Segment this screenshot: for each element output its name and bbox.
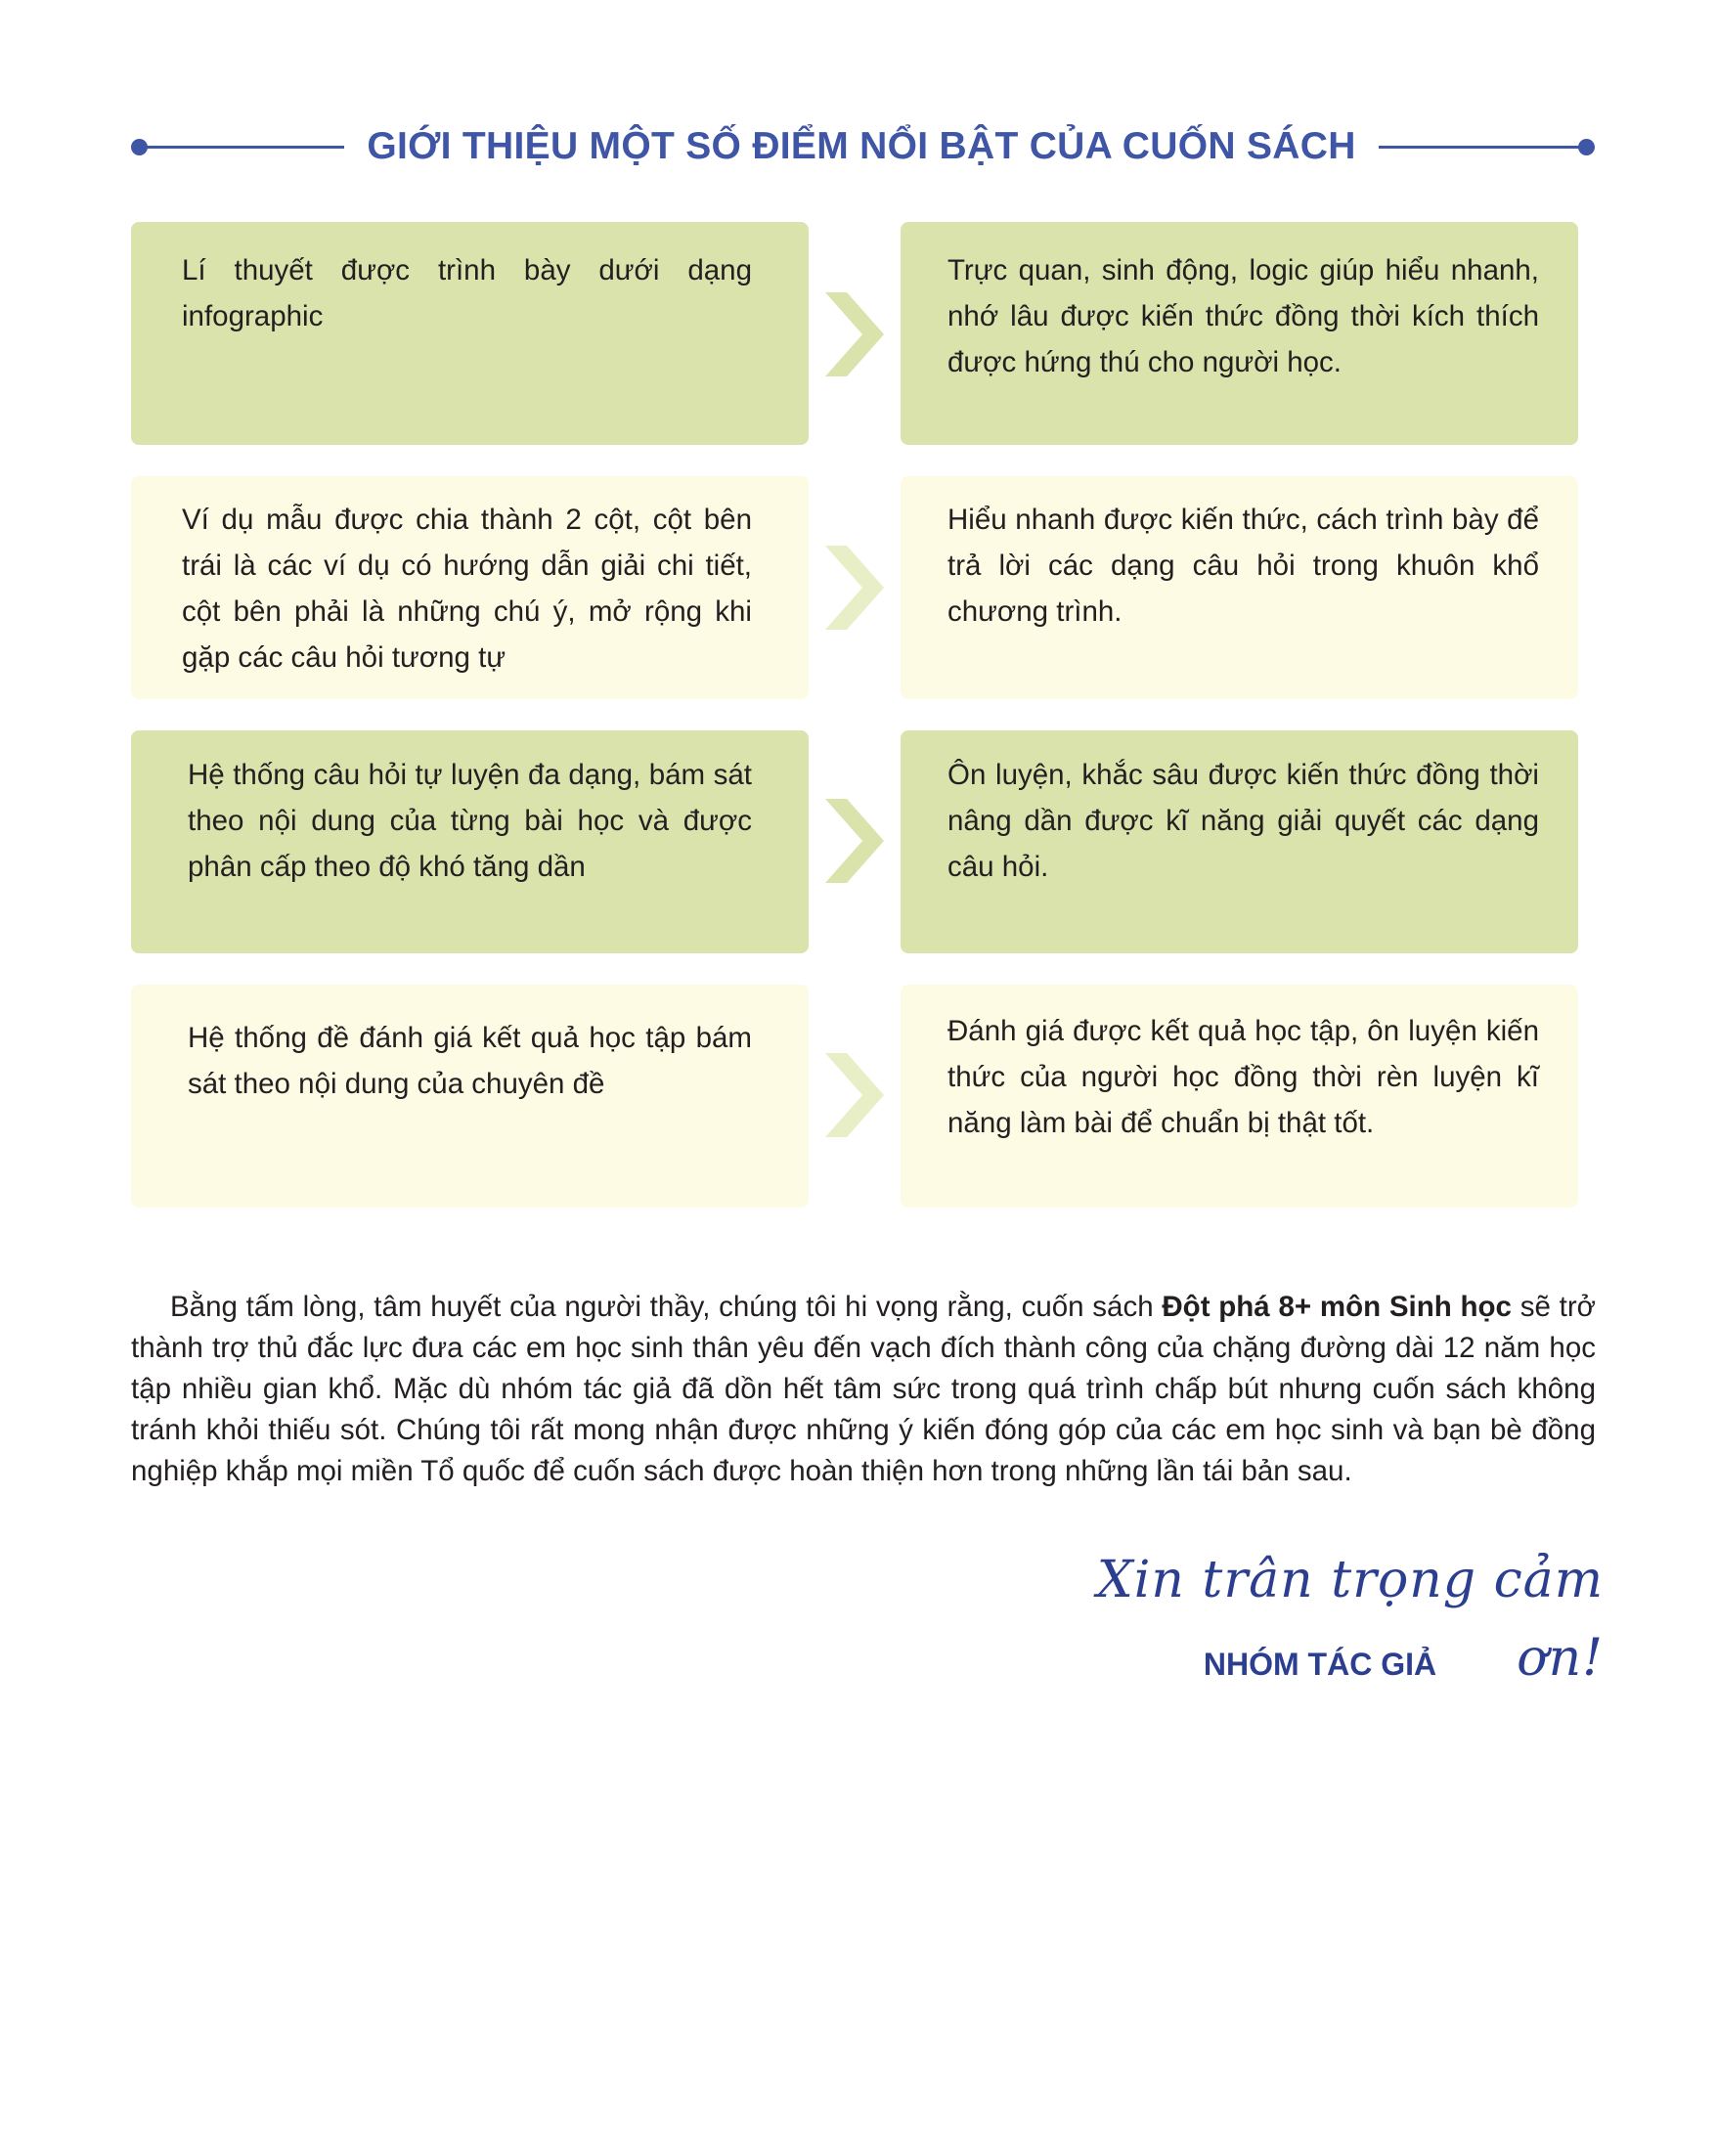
author-signature: NHÓM TÁC GIẢ: [1203, 1647, 1437, 1682]
benefit-box: [901, 476, 1578, 699]
header-dot-left: [131, 139, 148, 155]
header-rule-right: [1379, 146, 1586, 149]
feature-text: Lí thuyết được trình bày dưới dạng infographic: [182, 254, 752, 332]
section-title: GIỚI THIỆU MỘT SỐ ĐIỂM NỔI BẬT CỦA CUỐN SÁCH: [367, 125, 1356, 167]
benefit-text: Hiểu nhanh được kiến thức, cách trình bày để trả lời các dạng câu hỏi trong khuôn khổ chương trình.: [947, 504, 1539, 628]
book-title: Đột phá 8+ môn Sinh học: [1162, 1291, 1512, 1323]
benefit-box: [901, 222, 1578, 445]
feature-text: Hệ thống câu hỏi tự luyện đa dạng, bám sát theo nội dung của từng bài học và được phân cấp theo độ khó tăng dần: [188, 759, 752, 883]
feature-box: [131, 222, 809, 445]
thank-you-note: Xin trân trọng cảm ơn!: [1096, 1551, 1604, 1688]
feature-box: [131, 985, 809, 1208]
section-header: [0, 117, 1717, 176]
benefit-box: [901, 730, 1578, 953]
benefit-text: Ôn luyện, khắc sâu được kiến thức đồng thời nâng dần được kĩ năng giải quyết các dạng câu hỏi.: [947, 759, 1539, 883]
feature-text: Ví dụ mẫu được chia thành 2 cột, cột bên trái là các ví dụ có hướng dẫn giải chi tiết, cột bên phải là những chú ý, mở rộng khi gặp các câu hỏi tương tự: [182, 504, 752, 674]
chevron-right-icon: [825, 546, 884, 630]
closing-paragraph: [131, 1287, 1596, 1492]
closing-text-start: Bằng tấm lòng, tâm huyết của người thầy, chúng tôi hi vọng rằng, cuốn sách: [170, 1291, 1163, 1323]
chevron-right-icon: [825, 1053, 884, 1137]
chevron-right-icon: [825, 292, 884, 376]
feature-box: [131, 476, 809, 699]
closing-text-end: sẽ trở thành trợ thủ đắc lực đưa các em học sinh thân yêu đến vạch đích thành công của chặng đường dài 12 năm học tập nhiều gian khổ. Mặc dù nhóm tác giả đã dồn hết tâm sức trong quá trình chấp bút nhưng cuốn sách không tránh khỏi thiếu sót. Chúng tôi rất mong nhận được những ý kiến đóng góp của các em học sinh và bạn bè đồng nghiệp khắp mọi miền Tổ quốc để cuốn sách được hoàn thiện hơn trong những lần tái bản sau.: [131, 1291, 1596, 1487]
chevron-right-icon: [825, 799, 884, 883]
feature-box: [131, 730, 809, 953]
feature-text: Hệ thống đề đánh giá kết quả học tập bám sát theo nội dung của chuyên đề: [188, 1022, 752, 1100]
benefit-box: [901, 985, 1578, 1208]
benefit-text: Trực quan, sinh động, logic giúp hiểu nhanh, nhớ lâu được kiến thức đồng thời kích thích được hứng thú cho người học.: [947, 254, 1539, 378]
benefit-text: Đánh giá được kết quả học tập, ôn luyện kiến thức của người học đồng thời rèn luyện kĩ năng làm bài để chuẩn bị thật tốt.: [947, 1015, 1539, 1139]
header-dot-right: [1578, 139, 1595, 155]
header-rule-left: [137, 146, 344, 149]
